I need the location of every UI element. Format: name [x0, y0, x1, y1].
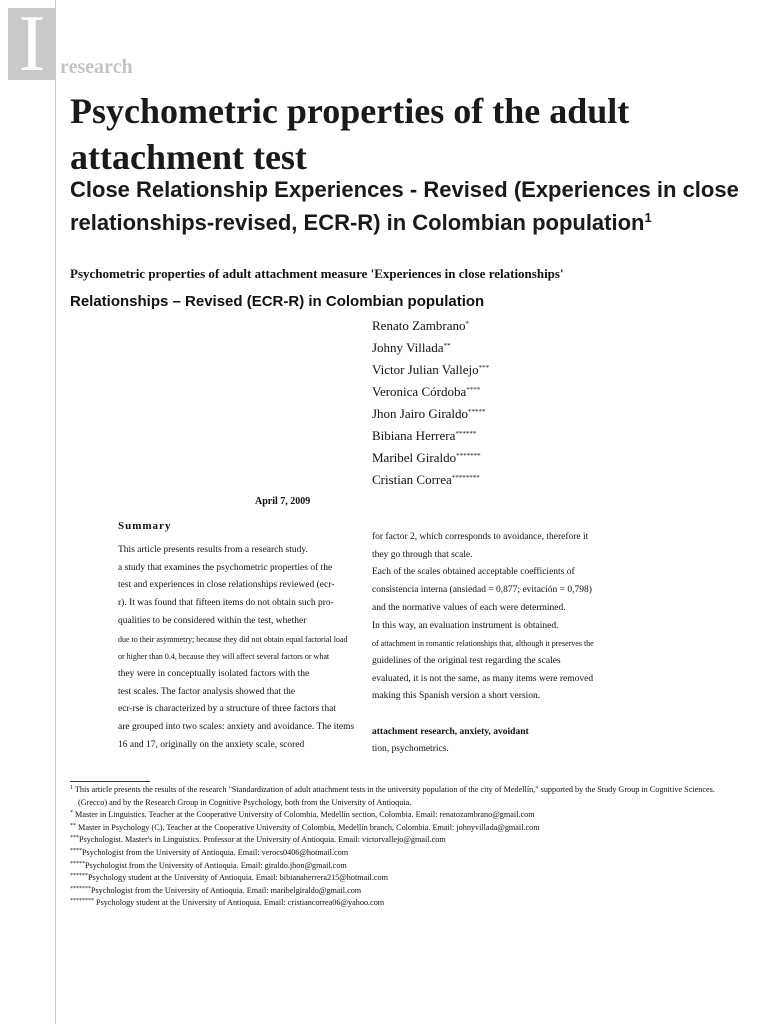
- author-footnote-mark: **: [443, 342, 451, 350]
- footnotes: [70, 783, 768, 909]
- summary-line: and the normative values of each were determined.: [372, 602, 566, 613]
- summary-right-column: [372, 529, 594, 759]
- footnote-text: Psychology student at the University of Antioquia. Email: bibianaherrera215@hotmail.com: [88, 873, 388, 883]
- footnote-item: [70, 896, 768, 909]
- summary-line: test scales. The factor analysis showed that the: [118, 686, 296, 697]
- summary-line: or higher than 0.4, because they will affect several factors or what: [118, 652, 330, 662]
- summary-line: test and experiences in close relationships reviewed (ecr-: [118, 580, 335, 591]
- author-item: [372, 338, 489, 360]
- footnote-mark: ********: [70, 898, 94, 905]
- author-name: Johny Villada: [372, 340, 444, 355]
- footnote-text: This article presents the results of the research "Standardization of adult attachment tests in the university population of the city of Medellín," supported by the Study Group in Cognitive Sciences.: [73, 785, 715, 794]
- footnote-mark: ****: [70, 847, 82, 854]
- author-footnote-mark: ***: [478, 364, 490, 372]
- footnote-item: [70, 783, 768, 796]
- summary-line: tion, psychometrics.: [372, 744, 449, 755]
- footnote-mark: ***: [70, 835, 79, 842]
- summary-line: r). It was found that fifteen items do not obtain such pro-: [118, 598, 334, 609]
- author-name: Bibiana Herrera: [372, 428, 456, 443]
- author-footnote-mark: *: [465, 320, 469, 328]
- summary-heading: Summary: [118, 520, 172, 532]
- summary-line: due to their asymmetry; because they did not obtain equal factorial load: [118, 634, 348, 644]
- summary-line: they were in conceptually isolated factors with the: [118, 668, 310, 679]
- author-footnote-mark: ********: [451, 474, 480, 482]
- subtitle-footnote-mark: 1: [644, 210, 652, 225]
- footnote-text: Psychologist from the University of Antioquia. Email: maribelgiraldo@gmail.com: [91, 885, 362, 895]
- alternate-title-line-2: Relationships – Revised (ECR-R) in Colombian population: [70, 293, 485, 310]
- footnote-item: [70, 833, 768, 846]
- author-name: Veronica Córdoba: [372, 384, 467, 399]
- summary-line: In this way, an evaluation instrument is obtained.: [372, 620, 559, 631]
- author-item: [372, 404, 489, 426]
- summary-line: guidelines of the original test regarding the scales: [372, 655, 561, 666]
- author-item: [372, 426, 489, 448]
- footnote-item: [70, 884, 768, 897]
- left-margin-rule: [55, 0, 56, 1024]
- summary-left-column: [118, 542, 354, 754]
- footnote-divider: [70, 781, 150, 782]
- footnote-text: Psychology student at the University of Antioquia. Email: cristiancorrea06@yahoo.com: [94, 898, 385, 908]
- summary-line: are grouped into two scales: anxiety and avoidance. The items: [118, 722, 355, 733]
- footnote-mark: ******: [70, 873, 88, 880]
- author-name: Maribel Giraldo: [372, 450, 457, 465]
- author-item: [372, 316, 489, 338]
- subtitle-text: Close Relationship Experiences - Revised (Experiences in close relationships-revised, ECR-R) in Colombian population: [70, 177, 739, 235]
- footnote-item: [70, 846, 768, 859]
- summary-line: of attachment in romantic relationships that, although it preserves the: [372, 639, 594, 649]
- summary-line: This article presents results from a research study.: [118, 545, 308, 555]
- summary-line: qualities to be considered within the test, whether: [118, 615, 307, 626]
- footnote-text: Psychologist. Master's in Linguistics. Professor at the University of Antioquia. Email: victorvallejo@gmail.com: [79, 835, 446, 845]
- author-name: Renato Zambrano: [372, 318, 466, 333]
- footnote-text: Master in Psychology (C). Teacher at the Cooperative University of Colombia, Medellín branch, Colombia. Email: johnyvillada@gmail.com: [76, 822, 540, 832]
- summary-line: for factor 2, which corresponds to avoidance, therefore it: [372, 532, 589, 542]
- publication-date: April 7, 2009: [255, 496, 311, 507]
- author-list: [372, 316, 489, 492]
- summary-line: [372, 706, 594, 724]
- summary-line: they go through that scale.: [372, 549, 473, 560]
- article-subtitle: [70, 176, 760, 237]
- footnote-item: [70, 859, 768, 872]
- author-item: [372, 360, 489, 382]
- author-footnote-mark: *******: [456, 452, 481, 460]
- author-item: [372, 448, 489, 470]
- article-title: Psychometric properties of the adult attachment test: [70, 91, 630, 177]
- author-name: Victor Julian Vallejo: [372, 362, 479, 377]
- summary-line: evaluated, it is not the same, as many items were removed: [372, 673, 594, 684]
- summary-line: attachment research, anxiety, avoidant: [372, 726, 529, 737]
- summary-line: ecr-rse is characterized by a structure of three factors that: [118, 704, 336, 715]
- section-label: research: [60, 56, 133, 78]
- author-item: [372, 470, 489, 492]
- author-item: [372, 382, 489, 404]
- footnote-text: Psychologist from the University of Antioquia. Email: verocs0406@hotmail.com: [82, 847, 349, 857]
- footnote-mark: 1: [70, 785, 73, 791]
- summary-line: consistencia interna (ansiedad = 0,877; evitación = 0,798): [372, 585, 592, 596]
- author-footnote-mark: ******: [455, 430, 477, 438]
- footnote-text: (Grecco) and by the Research Group in Cognitive Psychology, both from the University of Antioquia.: [78, 797, 412, 807]
- footnote-mark: *****: [70, 860, 85, 867]
- section-initial-logo: I: [8, 8, 56, 80]
- footnote-mark: *******: [70, 885, 91, 892]
- alternate-title-line-1: Psychometric properties of adult attachment measure 'Experiences in close relationships': [70, 266, 564, 281]
- summary-line: making this Spanish version a short version.: [372, 691, 541, 702]
- summary-line: Each of the scales obtained acceptable coefficients of: [372, 567, 575, 578]
- footnote-text: Psychologist from the University of Antioquia. Email: giraldo.jhon@gmail.com: [85, 860, 347, 870]
- footnote-text: Master in Linguistics. Teacher at the Cooperative University of Colombia, Medellín section, Colombia. Email: renatozambrano@gmail.com: [73, 810, 535, 820]
- footnote-item: [70, 808, 768, 821]
- footnote-item: [70, 796, 768, 809]
- summary-line: 16 and 17, originally on the anxiety scale, scored: [118, 739, 305, 750]
- footnote-mark: *: [70, 810, 73, 817]
- summary-line: a study that examines the psychometric properties of the: [118, 562, 333, 573]
- author-footnote-mark: *****: [468, 408, 486, 416]
- author-name: Jhon Jairo Giraldo: [372, 406, 469, 421]
- author-name: Cristian Correa: [372, 472, 452, 487]
- footnote-mark: **: [70, 822, 76, 829]
- author-footnote-mark: ****: [466, 386, 481, 394]
- footnote-item: [70, 871, 768, 884]
- footnote-item: [70, 821, 768, 834]
